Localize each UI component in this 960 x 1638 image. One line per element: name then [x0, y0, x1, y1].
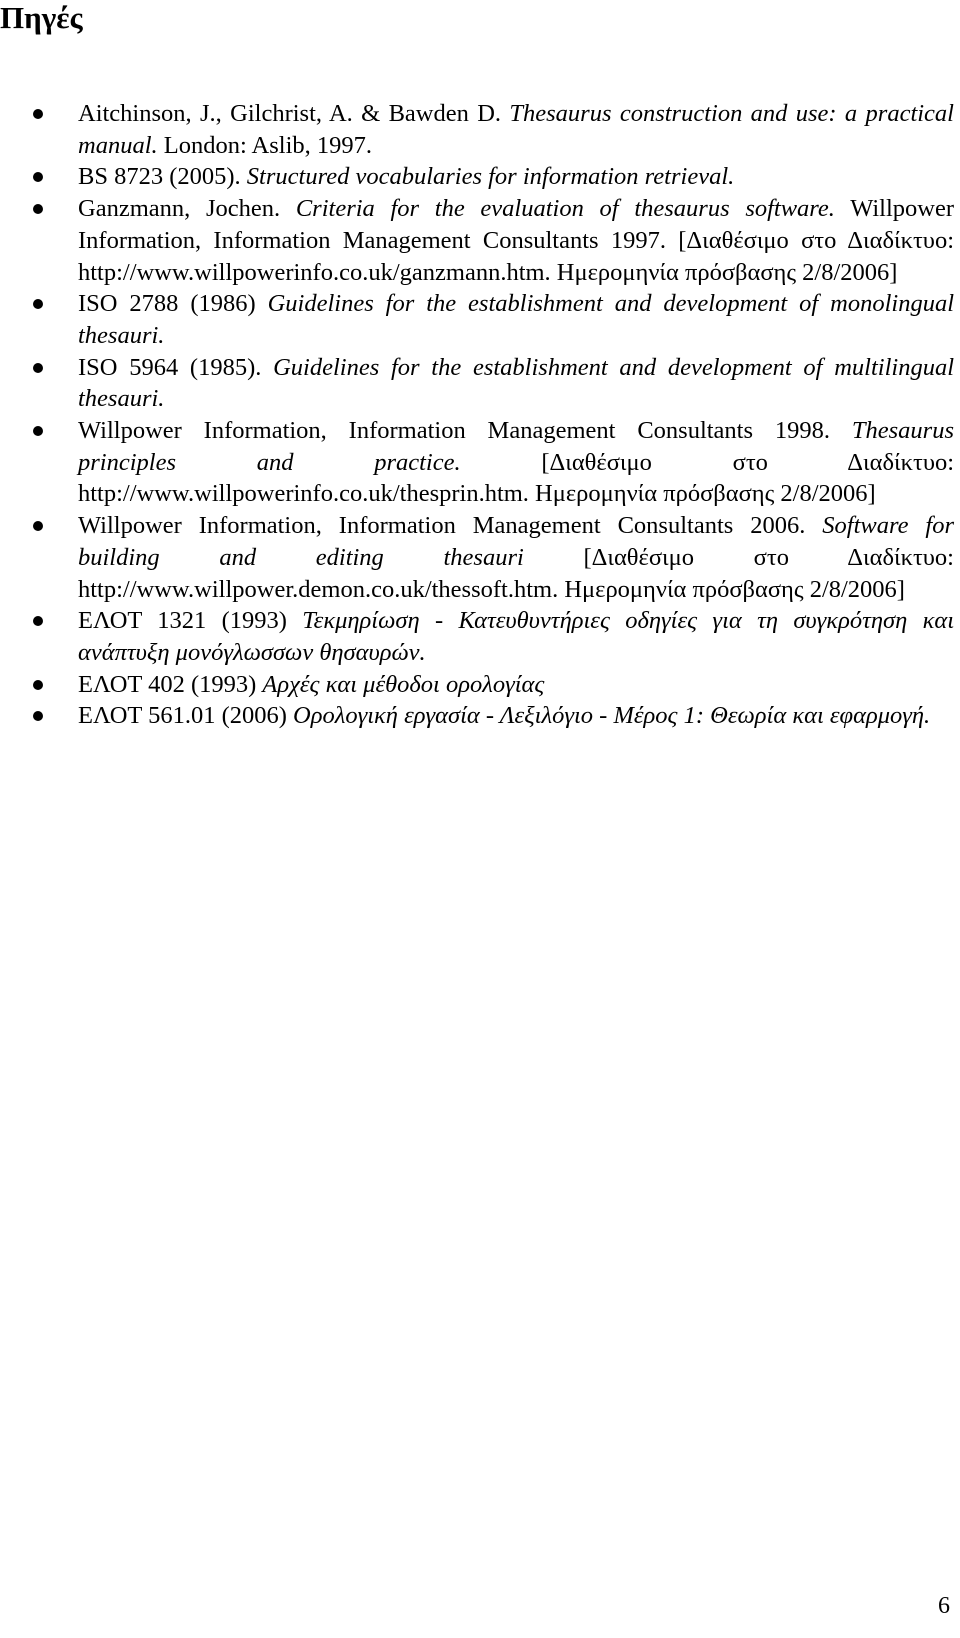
- reference-text: [78, 288, 954, 351]
- reference-segment: ΕΛΟΤ 402 (1993): [78, 670, 263, 698]
- reference-item: [0, 98, 954, 161]
- reference-segment: Willpower Information, Information Management Consultants 1998.: [78, 417, 852, 445]
- reference-title: Thesaurus construction and use: a practical manual.: [78, 100, 954, 159]
- reference-segment: ISO 2788 (1986): [78, 290, 268, 318]
- reference-segment: ISO 5964 (1985).: [78, 353, 274, 381]
- bullet-icon: [33, 616, 43, 626]
- reference-segment: ΕΛΟΤ 1321 (1993): [78, 607, 303, 635]
- reference-text: [78, 700, 954, 732]
- reference-item: [0, 700, 954, 732]
- bullet-icon: [33, 680, 43, 690]
- reference-segment: Ganzmann, Jochen.: [78, 195, 296, 223]
- reference-title: Guidelines for the establishment and development of multilingual thesauri.: [78, 353, 954, 413]
- reference-text: [78, 669, 954, 701]
- reference-item: [0, 415, 954, 510]
- reference-item: [0, 288, 954, 351]
- reference-text: [78, 193, 954, 288]
- reference-item: [0, 669, 954, 701]
- bullet-icon: [33, 299, 43, 309]
- reference-segment: BS 8723 (2005).: [78, 163, 247, 191]
- reference-text: [78, 98, 954, 161]
- reference-title: Guidelines for the establishment and development of monolingual thesauri.: [78, 290, 954, 349]
- reference-title: Thesaurus principles and practice.: [78, 417, 954, 476]
- bullet-icon: [33, 521, 43, 531]
- reference-title: Criteria for the evaluation of thesaurus software.: [295, 195, 835, 223]
- reference-text: [78, 352, 954, 415]
- bullet-icon: [33, 109, 43, 119]
- reference-list: [0, 98, 954, 732]
- reference-segment: London: Aslib, 1997.: [157, 131, 373, 159]
- bullet-icon: [33, 711, 43, 721]
- reference-item: [0, 161, 954, 193]
- reference-title: Structured vocabularies for information retrieval.: [246, 163, 735, 191]
- reference-item: [0, 352, 954, 415]
- reference-title: Software for building and editing thesauri: [78, 512, 955, 571]
- reference-segment: Willpower Information, Information Management Consultants 1997. [Διαθέσιμο στο Διαδίκτυο: http://www.willpowerinfo.co.uk/ganzmann.htm. Ημερομηνία πρόσβασης 2/8/2006]: [78, 195, 954, 286]
- reference-segment: [Διαθέσιμο στο Διαδίκτυο: http://www.willpower.demon.co.uk/thessoft.htm. Ημερομηνία πρόσβασης 2/8/2006]: [78, 543, 954, 603]
- bullet-icon: [33, 204, 43, 214]
- reference-item: [0, 193, 954, 288]
- reference-text: [78, 415, 954, 510]
- reference-item: [0, 605, 954, 668]
- reference-segment: Aitchinson, J., Gilchrist, A. & Bawden D.: [78, 100, 510, 127]
- reference-title: Τεκμηρίωση - Κατευθυντήριες οδηγίες για τη συγκρότηση και ανάπτυξη μονόγλωσσων θησαυρών.: [78, 607, 955, 666]
- reference-text: [78, 510, 954, 605]
- reference-item: [0, 510, 954, 605]
- bullet-icon: [33, 363, 43, 373]
- reference-segment: [Διαθέσιμο στο Διαδίκτυο: http://www.willpowerinfo.co.uk/thesprin.htm. Ημερομηνία πρόσβασης 2/8/2006]: [78, 448, 954, 508]
- reference-title: Αρχές και μέθοδοι ορολογίας: [262, 670, 545, 698]
- reference-segment: ΕΛΟΤ 561.01 (2006): [78, 702, 294, 730]
- page-title: Πηγές: [0, 0, 83, 35]
- reference-text: [78, 161, 954, 193]
- page-number: 6: [938, 1593, 950, 1619]
- reference-title: Ορολογική εργασία - Λεξιλόγιο - Μέρος 1: Θεωρία και εφαρμογή.: [293, 702, 931, 730]
- bullet-icon: [33, 172, 43, 182]
- reference-segment: Willpower Information, Information Management Consultants 2006.: [78, 512, 823, 540]
- reference-text: [78, 605, 954, 668]
- bullet-icon: [33, 426, 43, 436]
